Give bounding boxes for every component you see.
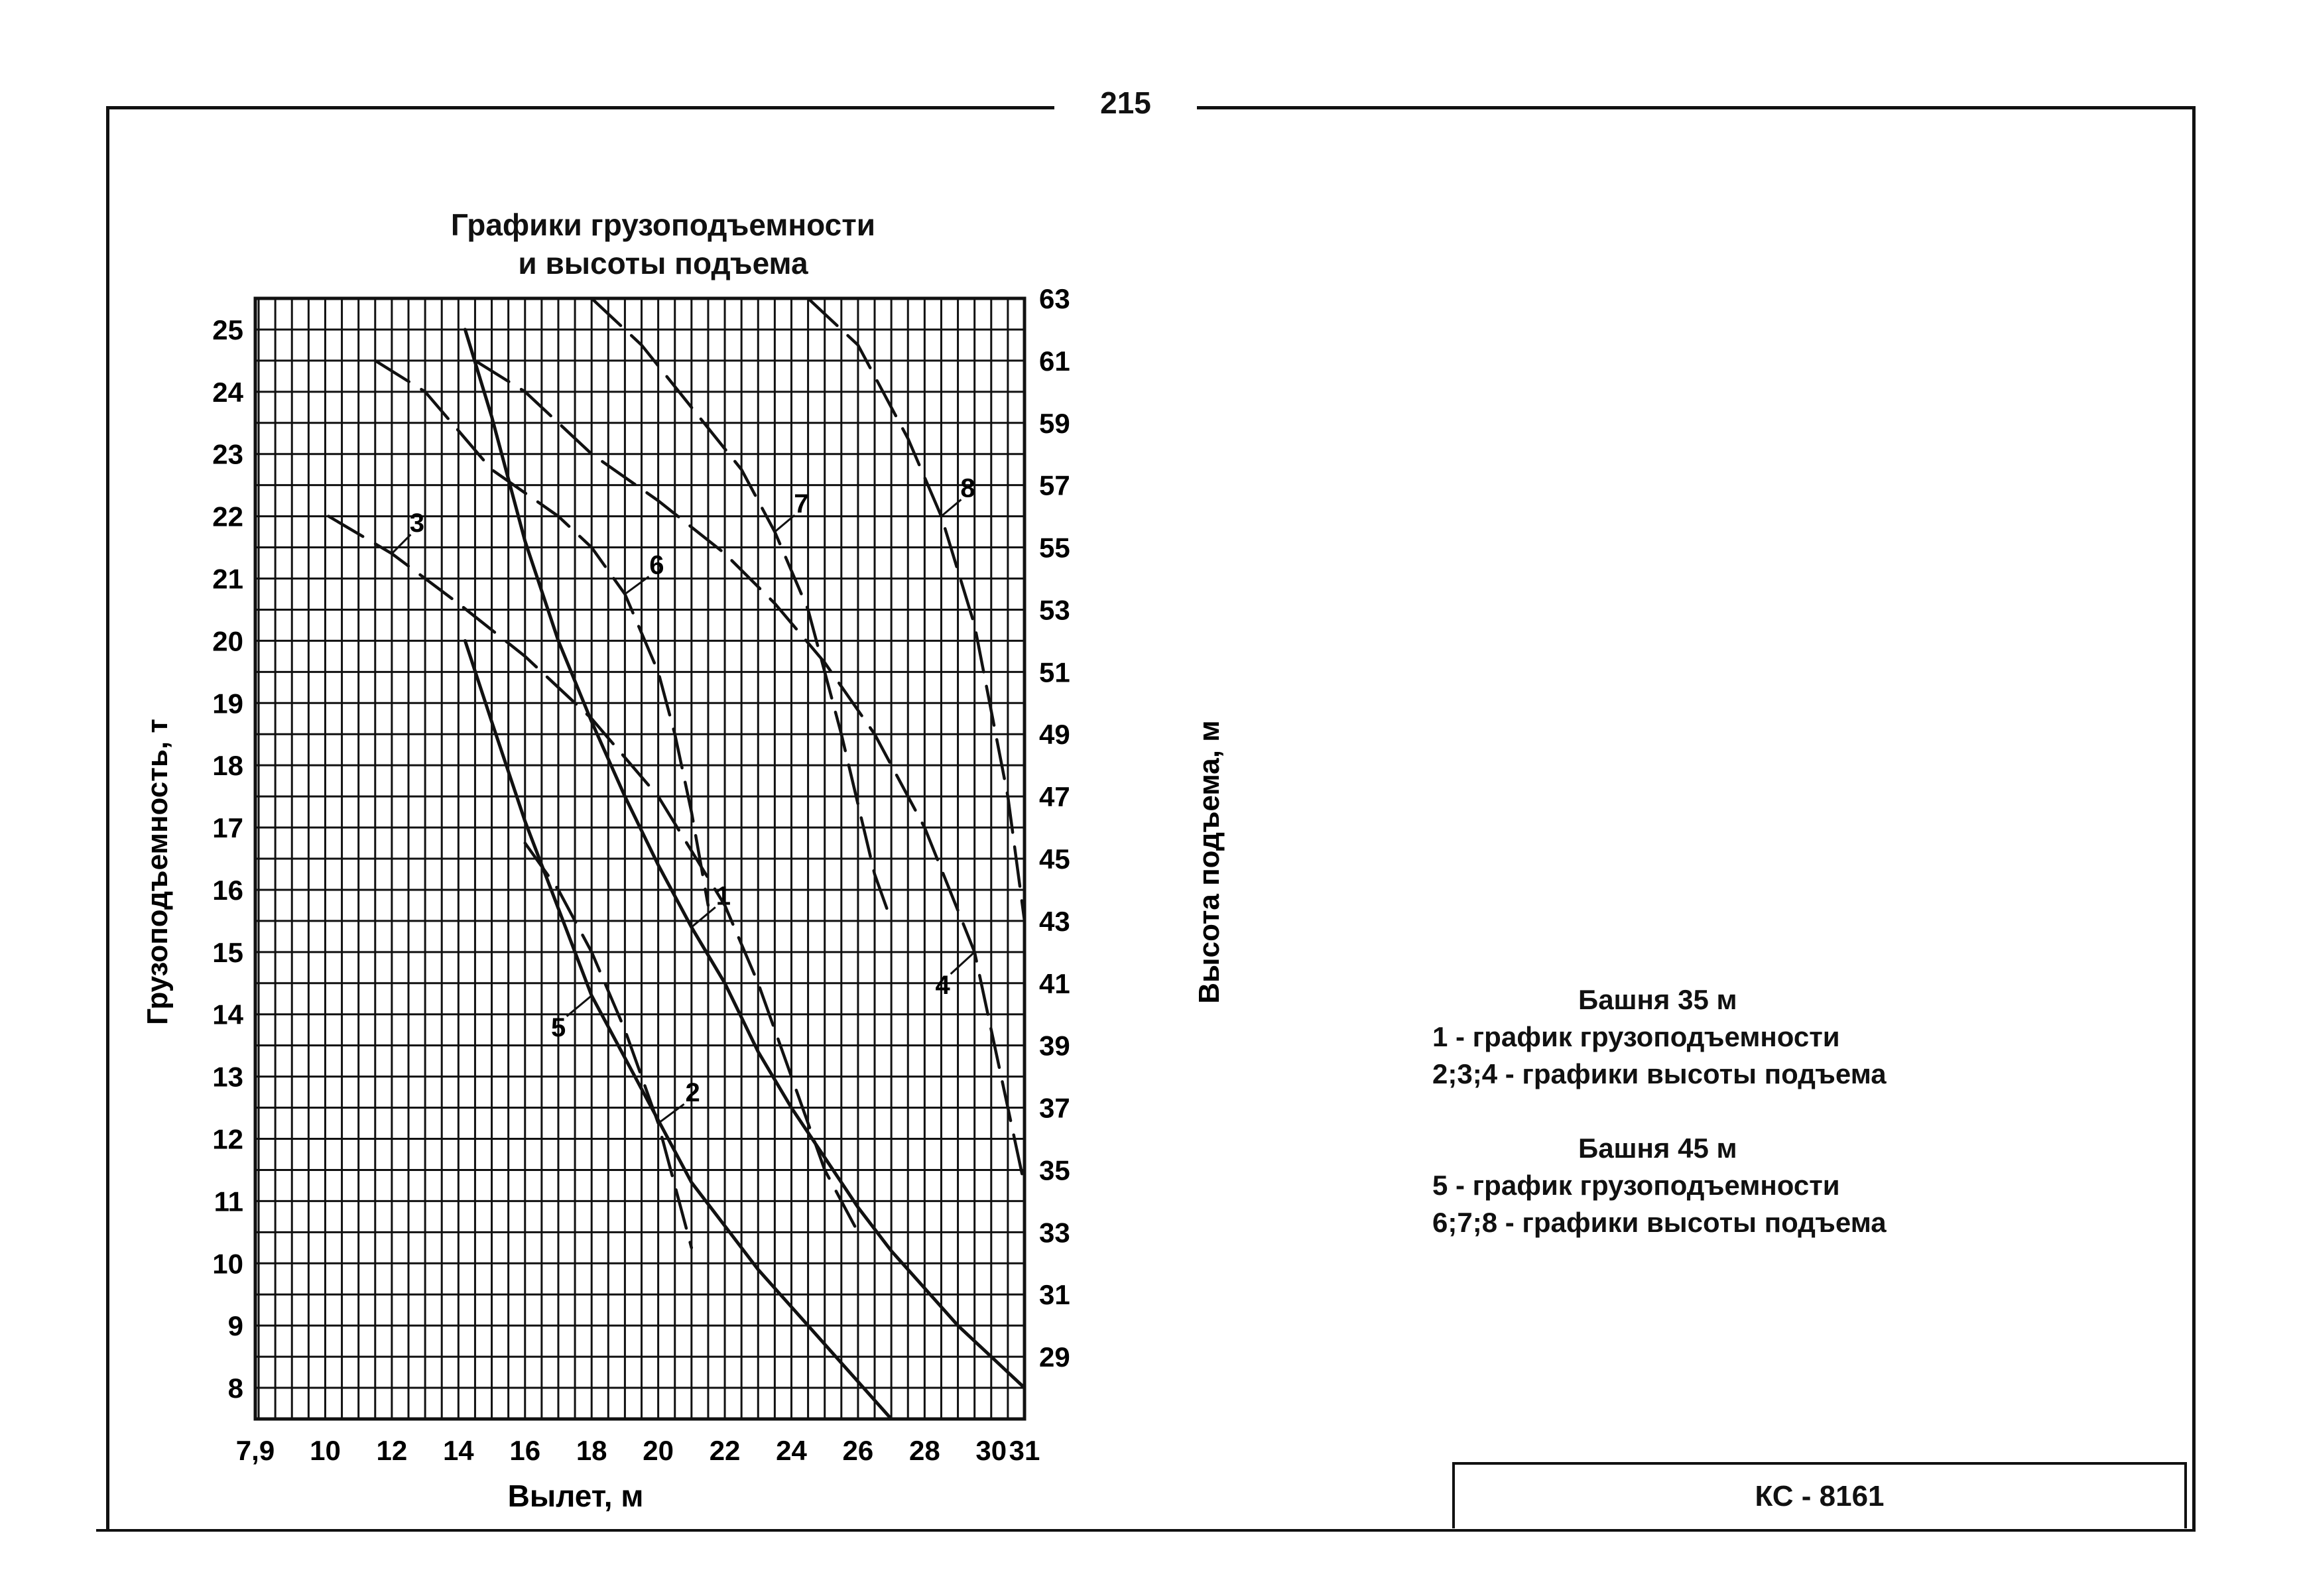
chart-title-line-2: и высоты подъема	[518, 246, 808, 280]
legend-item-2-3-4: 2;3;4 - графики высоты подъема	[1432, 1058, 1887, 1089]
x-tick-label: 22	[709, 1435, 741, 1466]
y2-tick-label: 39	[1039, 1030, 1070, 1062]
y2-tick-label: 57	[1039, 469, 1070, 501]
y2-tick-label: 33	[1039, 1217, 1070, 1249]
legend-item-6-7-8: 6;7;8 - графики высоты подъема	[1432, 1207, 1887, 1238]
x-tick-label: 30	[975, 1435, 1007, 1466]
series-line-5	[465, 641, 891, 1419]
series-label-4: 4	[935, 970, 950, 1000]
series-label-3: 3	[409, 509, 425, 538]
y-tick-label: 25	[212, 314, 243, 345]
y-tick-label: 16	[212, 874, 243, 906]
y-tick-label: 22	[212, 501, 243, 532]
page-number: 215	[1100, 86, 1151, 120]
y-tick-label: 13	[212, 1061, 243, 1093]
series-label-2: 2	[685, 1078, 700, 1108]
y2-tick-label: 35	[1039, 1154, 1070, 1186]
x-tick-label: 28	[908, 1435, 940, 1466]
y2-tick-label: 31	[1039, 1279, 1070, 1311]
series-label-7: 7	[794, 489, 809, 519]
y-tick-label: 12	[212, 1123, 243, 1155]
y2-tick-label: 51	[1039, 656, 1070, 688]
y2-tick-label: 47	[1039, 781, 1070, 813]
series-leader-4	[951, 952, 975, 974]
x-tick-label: 31	[1009, 1435, 1040, 1466]
y-tick-label: 8	[227, 1373, 243, 1404]
title-block	[1452, 1462, 2187, 1528]
y-tick-label: 14	[212, 999, 243, 1030]
series-leader-5	[567, 996, 592, 1016]
y2-axis-label: Высота подъема, м	[1193, 720, 1225, 1004]
legend	[1432, 981, 2029, 1241]
series-leader-1	[692, 907, 715, 927]
y2-tick-label: 59	[1039, 407, 1070, 439]
series-label-8: 8	[960, 473, 975, 503]
series-label-5: 5	[551, 1013, 566, 1042]
series-label-6: 6	[649, 550, 664, 580]
x-tick-label: 20	[643, 1435, 674, 1466]
y-tick-label: 10	[212, 1248, 243, 1280]
y2-tick-label: 55	[1039, 532, 1070, 564]
y2-tick-label: 29	[1039, 1341, 1070, 1373]
y-tick-label: 19	[212, 688, 243, 719]
y-tick-label: 17	[212, 812, 243, 844]
y2-tick-label: 37	[1039, 1092, 1070, 1124]
x-tick-label: 12	[376, 1435, 408, 1466]
y-tick-label: 20	[212, 625, 243, 657]
y2-tick-label: 53	[1039, 594, 1070, 626]
y-tick-label: 24	[212, 376, 243, 408]
y-tick-label: 11	[214, 1186, 243, 1217]
legend-spacer	[1432, 1093, 2029, 1130]
legend-item-5: 5 - график грузоподъемности	[1432, 1170, 1840, 1201]
y-tick-label: 9	[227, 1310, 243, 1342]
y-tick-label: 21	[212, 563, 243, 595]
y2-tick-label: 61	[1039, 345, 1070, 377]
y-tick-label: 18	[212, 750, 243, 782]
x-axis-label: Вылет, м	[507, 1479, 644, 1513]
chart-grid	[255, 298, 1025, 1419]
y2-tick-label: 43	[1039, 905, 1070, 937]
legend-header-tower-45: Башня 45 м	[1578, 1133, 1737, 1164]
model-label: КС - 8161	[1755, 1480, 1885, 1512]
y2-tick-label: 45	[1039, 843, 1070, 875]
legend-header-tower-35: Башня 35 м	[1578, 984, 1737, 1015]
series-label-1: 1	[715, 881, 731, 911]
chart-title-line-1: Графики грузоподъемности	[450, 208, 876, 242]
y-axis-label: Грузоподъемность, т	[141, 719, 174, 1025]
y-tick-label: 23	[212, 438, 243, 470]
y-tick-label: 15	[212, 936, 243, 968]
x-tick-label: 18	[576, 1435, 607, 1466]
y2-tick-label: 63	[1039, 283, 1070, 314]
y2-tick-label: 41	[1039, 967, 1070, 999]
x-tick-label: 10	[310, 1435, 341, 1466]
x-tick-label: 26	[842, 1435, 874, 1466]
x-tick-label: 14	[442, 1435, 474, 1466]
x-tick-label: 7,9	[235, 1435, 275, 1466]
x-tick-label: 24	[776, 1435, 807, 1466]
y2-tick-label: 49	[1039, 719, 1070, 751]
x-tick-label: 16	[509, 1435, 541, 1466]
legend-item-1: 1 - график грузоподъемности	[1432, 1021, 1840, 1052]
